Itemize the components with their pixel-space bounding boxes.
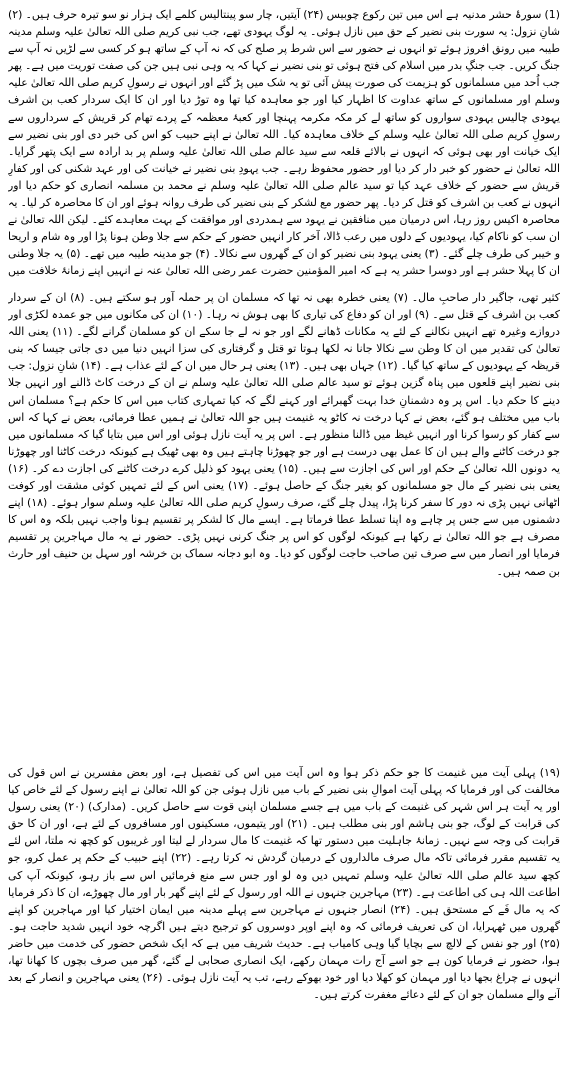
paragraph-part-2: کثیر تھی، جاگیر دار صاحبِ مال۔ (۷) یعنی خطرہ بھی نہ تھا کہ مسلمان ان پر حملہ آور ہو سکتے ہیں۔ (۸) ان کے سردار کعب بن اشرف کے قتل سے۔ (۹) اور ان کو دفاع کی تیاری کا بھی ہوش نہ رہا۔ (۱۰) ان کی مکانوں میں جو عمدہ لکڑی اور دروازے وغیرہ تھے انہیں نکالنے کے لئے یہ مکانات ڈھانے لگے اور جو نہ لے جا سکے ان کو مسلمان گرانے لگے۔ (۱۱) یعنی اللہ تعالیٰ کی تقدیر میں ان کا وطن سے نکالا جانا نہ لکھا ہوتا تو قتل و گرفتاری کی سزا انہیں دنیا میں دی جاتی جیسا کہ بنی قریظہ کے یہودیوں کے ساتھ کیا گیا۔ (۱۲) جہاں بھی ہیں۔ (۱۳) یعنی ہر حال میں ان کے لئے عذاب ہے۔ (۱۴) شانِ نزول: جب بنی نضیر اپنے قلعوں میں پناہ گزین ہوئے تو سید عالم صلی اللہ تعالیٰ علیہ وسلم نے ان کے درخت کاٹ ڈالنے اور انہیں جلا دینے کا حکم دیا۔ اس پر وہ دشمنانِ خدا بہت گھبرائے اور کہنے لگے کہ کیا تمہاری کتاب میں اس کا حکم ہے؟ مسلمان اس باب میں مختلف ہو گئے، بعض نے کہا درخت نہ کاٹو یہ غنیمت ہیں جو اللہ تعالیٰ نے ہمیں عطا فرمائی، بعض نے کہا کہ اس سے کفار کو رسوا کرنا اور انہیں غیظ میں ڈالنا منظور ہے۔ اس پر یہ آیت نازل ہوئی اور اس میں بتایا گیا کہ مسلمانوں میں جو درخت کاٹنے والے ہیں ان کا عمل بھی درست ہے اور جو چھوڑنا چاہتے ہیں وہ بھی ٹھیک ہے کیونکہ درخت کاٹنا اور چھوڑنا یہ دونوں اللہ تعالیٰ کے حکم اور اس کی اجازت سے ہیں۔ (۱۵) یعنی یہود کو ذلیل کرے درخت کاٹنے کی اجازت دے کر۔ (۱۶) یعنی بنی نضیر کے مال جو مسلمانوں کو بغیر جنگ کے حاصل ہوئے۔ (۱۷) یعنی اس کے لئے تمہیں کوئی مشقت اور کوفت اٹھانی نہیں پڑی نہ دور کا سفر کرنا پڑا، پیدل چلے گئے، صرف رسولِ کریم صلی اللہ تعالیٰ علیہ وسلم سوار ہوئے۔ (۱۸) اپنے دشمنوں میں سے جس پر چاہے وہ اپنا تسلط عطا فرماتا ہے۔ ایسے مال کا لشکر پر تقسیم ہونا واجب نہیں بلکہ وہ اس کا مصرف ہے جو اللہ تعالیٰ نے رکھا ہے کیونکہ لوگوں کو اس پر جنگ کرنی نہیں پڑی۔ حضور نے یہ مال مہاجرین پر تقسیم فرمایا اور انصار میں سے صرف تین صاحب حاجت لوگوں کو دیا۔ وہ ابو دجانہ سماک بن خرشہ اور سہل بن حنیف اور حارث بن صمہ ہیں۔ xyxy=(8,291,560,578)
paragraph-part-1: (1) سورۂ حشر مدنیہ ہے اس میں تین رکوع چوبیس (۲۴) آیتیں، چار سو پینتالیس کلمے ایک ہزار نو سو تیرہ حرف ہیں۔ (۲) شانِ نزول: یہ سورت بنی نضیر کے حق میں نازل ہوئی۔ یہ لوگ یہودی تھے، جب نبی کریم صلی اللہ تعالیٰ علیہ وسلم مدینہ طیبہ میں رونق افروز ہوئے تو انہوں نے حضور سے اس شرط پر صلح کی کہ نہ آپ کے ساتھ ہو کر کسی سے لڑیں نہ آپ سے جنگ کریں۔ جب جنگِ بدر میں اسلام کی فتح ہوئی تو بنی نضیر نے کہا کہ یہ وہی نبی ہیں جن کی صفت توریت میں ہے۔ پھر جب اُحد میں مسلمانوں کو ہزیمت کی صورت پیش آئی تو یہ شک میں پڑ گئے اور انہوں نے رسولِ کریم صلی اللہ تعالیٰ علیہ وسلم اور مسلمانوں کے ساتھ عداوت کا اظہار کیا اور جو معاہدہ کیا تھا وہ توڑ دیا اور ان کا ایک سردار کعب بن اشرف یہودی چالیس یہودی سواروں کو ساتھ لے کر مکہ مکرمہ پہنچا اور کعبۂ معظمہ کے پردے تھام کر قریش کے سرداروں سے رسولِ کریم صلی اللہ تعالیٰ علیہ وسلم کے خلاف معاہدہ کیا۔ اللہ تعالیٰ نے اپنے حبیب کو اس کی خبر دی اور بنی نضیر سے ایک خیانت اور بھی ہوئی کہ انہوں نے بالائے قلعہ سے سید عالم صلی اللہ تعالیٰ علیہ وسلم پر بد ارادہ سے ایک پتھر گرایا۔ اللہ تعالیٰ نے حضور کو خبر دار کر دیا اور حضور محفوظ رہے۔ جب یہودِ بنی نضیر نے خیانت کی اور عہد شکنی کی اور کفارِ قریش سے حضور کے خلاف عہد کیا تو سید عالم صلی اللہ تعالیٰ علیہ وسلم نے محمد بن مسلمہ انصاری کو حکم دیا اور انہوں نے کعب بن اشرف کو قتل کر دیا۔ پھر حضور مع لشکر کے بنی نضیر کی طرف روانہ ہوئے اور ان کا محاصرہ کر لیا۔ یہ محاصرہ اکیس روز رہا، اس درمیان میں منافقین نے یہود سے ہمدردی اور موافقت کے بہت معاہدے کئے۔ لیکن اللہ تعالیٰ نے ان سب کو ناکام کیا، یہودیوں کے دلوں میں رعب ڈالا، آخر کار انہیں حضور کے حکم سے جلا وطن ہونا پڑا اور وہ شام و اریحا و خیبر کی طرف چلے گئے۔ (۳) یعنی یہود بنی نضیر کو ان کے گھروں سے نکالا۔ (۴) جو مدینہ طیبہ میں تھے۔ (۵) یہ جلا وطنی ان کا پہلا حشر ہے اور دوسرا حشر یہ ہے کہ امیر المؤمنین حضرت عمر رضی اللہ تعالیٰ عنہ نے انہیں اپنے زمانۂ خلافت میں xyxy=(8,8,560,278)
paragraph-part-3: (۱۹) پہلی آیت میں غنیمت کا جو حکم ذکر ہوا وہ اس آیت میں اس کی تفصیل ہے، اور بعض مفسرین نے اس قول کی مخالفت کی اور فرمایا کہ پہلی آیت اموالِ بنی نضیر کے باب میں نازل ہوئی جن کو اللہ تعالیٰ نے اپنے رسول کے لئے خاص کیا اور یہ آیت ہر اس شہر کی غنیمت کے باب میں ہے جسے مسلمان اپنی قوت سے حاصل کریں۔ (مدارک) (۲۰) یعنی رسول کی قرابت کے لوگ، جو بنی ہاشم اور بنی مطلب ہیں۔ (۲۱) اور یتیموں، مسکینوں اور مسافروں کے لئے ہے، اور ان کا حق قرابت کی وجہ سے نہیں۔ زمانۂ جاہلیت میں دستور تھا کہ غنیمت کا مال سردار لے لیتا اور غریبوں کو کچھ نہ ملتا، اس لئے یہ تقسیم مقرر فرمائی تاکہ مال صرف مالداروں کے درمیان گردش نہ کرتا رہے۔ (۲۲) اپنے حبیب کے حکم پر عمل کرو، جو کچھ سید عالم صلی اللہ تعالیٰ علیہ وسلم تمہیں دیں وہ لو اور جس سے منع فرمائیں اس سے باز رہو، کیونکہ آپ کی اطاعت اللہ ہی کی اطاعت ہے۔ (۲۳) مہاجرین جنہوں نے اللہ اور رسول کے لئے اپنے گھر بار اور مال چھوڑے، ان کا ذکر فرمایا کہ یہ مال فَے کے مستحق ہیں۔ (۲۴) انصار جنہوں نے مہاجرین سے پہلے مدینہ میں ایمان اختیار کیا اور مہاجرین کو اپنے گھروں میں ٹھہرایا، ان کی تعریف فرمائی کہ وہ اپنے اوپر دوسروں کو ترجیح دیتے ہیں اگرچہ خود انہیں شدید حاجت ہو۔ (۲۵) اور جو نفس کے لالچ سے بچایا گیا وہی کامیاب ہے۔ حدیث شریف میں ہے کہ ایک شخص حضور کی خدمت میں حاضر ہوا، حضور نے فرمایا کون ہے جو اسے آج رات مہمان رکھے، ایک انصاری صحابی لے گئے، گھر میں صرف بچوں کا کھانا تھا، انہوں نے چراغ بجھا دیا اور مہمان کو کھلا دیا اور خود بھوکے رہے، تب یہ آیت نازل ہوئی۔ (۲۶) یعنی مہاجرین و انصار کے بعد آنے والے مسلمان جو ان کے لئے دعائے مغفرت کرتے ہیں۔ xyxy=(8,766,560,1002)
